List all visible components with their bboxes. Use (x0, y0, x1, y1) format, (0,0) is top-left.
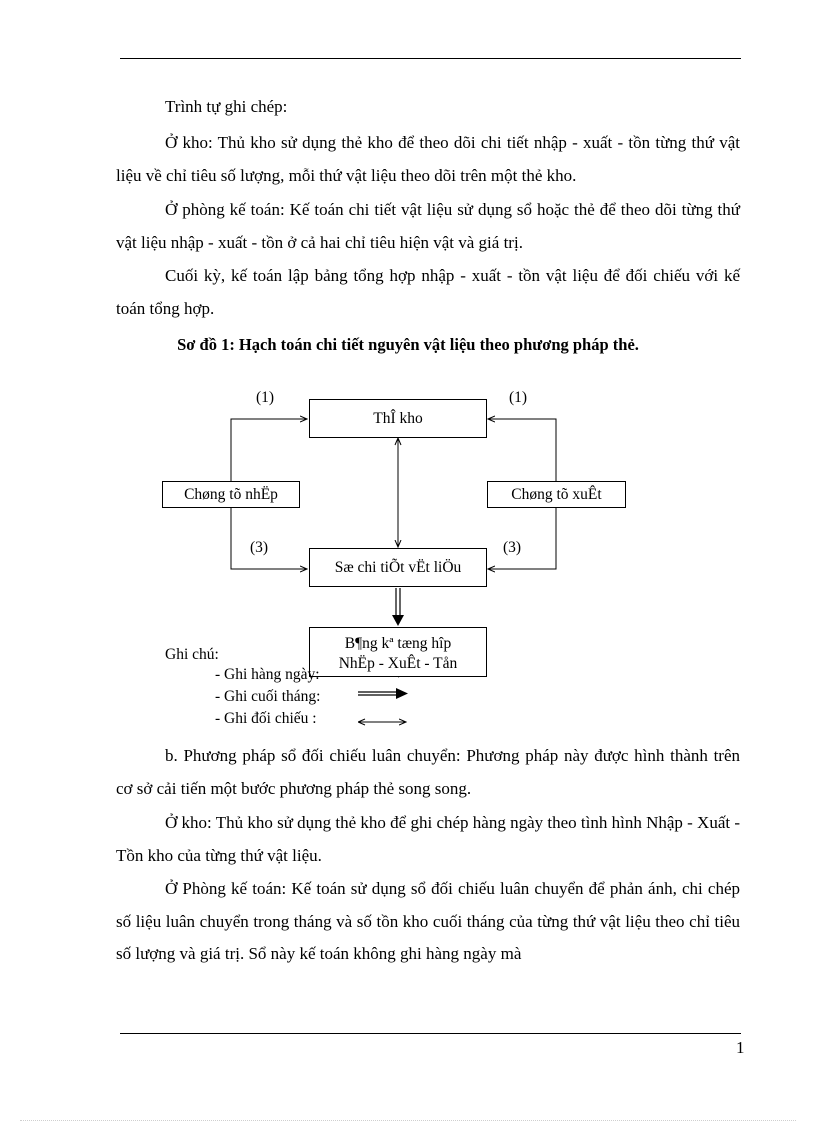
box-bang-ke-line1: B¶ng kª tæng hîp (344, 635, 452, 652)
arrow-nhap-to-thekho (231, 419, 307, 481)
paragraph-accounting-dept: Ở phòng kế toán: Kế toán chi tiết vật liệu sử dụng sổ hoặc thẻ để theo dõi từng thứ vật liệu nhập - xuất - tồn ở cả hai chỉ tiêu hiện vật và giá trị. (116, 200, 740, 252)
box-chung-tu-xuat: Chøng tõ xuÊt (487, 481, 626, 508)
box-bang-ke-line2: NhËp - XuÊt - Tån (338, 655, 458, 672)
diagram-caption: Sơ đồ 1: Hạch toán chi tiết nguyên vật liệu theo phương pháp thẻ. (177, 335, 639, 354)
paragraph-method-b: b. Phương pháp sổ đối chiếu luân chuyển: Phương pháp này được hình thành trên cơ sở cải tiến một bước phương pháp thẻ song song. (116, 746, 740, 798)
box-bang-ke (309, 627, 487, 677)
arrow-sochitiet-to-bangke (392, 615, 404, 626)
arrow-xuat-to-sochitiet (488, 507, 556, 569)
paragraph-procedure-title: Trình tự ghi chép: (165, 97, 288, 116)
box-chung-tu-nhap: Chøng tõ nhËp (162, 481, 300, 508)
paragraph-warehouse-b: Ở kho: Thủ kho sử dụng thẻ kho để ghi chép hàng ngày theo tình hình Nhập - Xuất - Tồn kho của từng thứ vật liệu. (116, 813, 741, 865)
paragraph-period-end: Cuối kỳ, kế toán lập bảng tổng hợp nhập - xuất - tồn vật liệu để đối chiếu với kế toán tổng hợp. (116, 266, 740, 318)
legend-monthly-arrow (396, 688, 408, 699)
legend-title: Ghi chú: (165, 646, 219, 663)
page-number: 1 (736, 1038, 745, 1057)
box-so-chi-tiet: Sæ chi tiÕt vËt liÖu (309, 548, 487, 587)
footer-rule (120, 1033, 741, 1034)
page-bottom-dots (20, 1120, 796, 1121)
box-the-kho: ThÎ kho (309, 399, 487, 438)
label-1-right: (1) (509, 389, 528, 406)
legend-monthly: - Ghi cuối tháng: (215, 688, 321, 705)
label-1-left: (1) (256, 389, 275, 406)
arrow-nhap-to-sochitiet (231, 507, 307, 569)
legend-daily: - Ghi hàng ngày: (215, 666, 320, 683)
paragraph-accounting-b: Ở Phòng kế toán: Kế toán sử dụng sổ đối chiếu luân chuyển để phản ánh, chi chép số liệu luân chuyển trong tháng và số tồn kho cuối tháng của từng thứ vật liệu theo chỉ tiêu số lượng và giá trị. Sổ này kế toán không ghi hàng ngày mà (116, 879, 740, 963)
label-3-right: (3) (503, 539, 522, 556)
legend-crosscheck: - Ghi đối chiếu : (215, 710, 317, 727)
label-3-left: (3) (250, 539, 269, 556)
paragraph-warehouse: Ở kho: Thủ kho sử dụng thẻ kho để theo dõi chi tiết nhập - xuất - tồn từng thứ vật liệu về chỉ tiêu số lượng, mỗi thứ vật liệu theo dõi trên một thẻ kho. (116, 133, 740, 185)
arrow-xuat-to-thekho (488, 419, 556, 481)
